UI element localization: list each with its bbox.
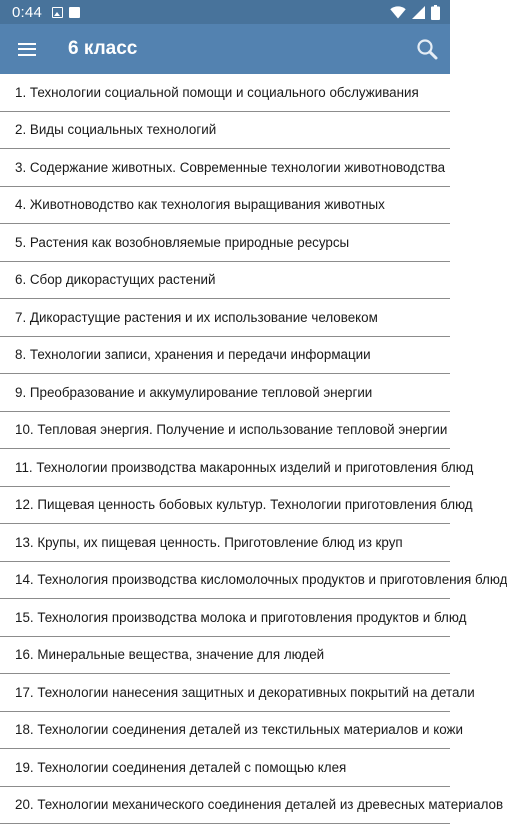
list-item[interactable] [0, 74, 450, 112]
list-item-label: 19. Технологии соединения деталей с помощью клея [15, 760, 436, 775]
list-item-label: 17. Технологии нанесения защитных и декоративных покрытий на детали [15, 685, 436, 700]
list-item[interactable] [0, 449, 450, 487]
list-item-label: 10. Тепловая энергия. Получение и использование тепловой энергии [15, 422, 436, 437]
list-item-label: 12. Пищевая ценность бобовых культур. Технологии приготовления блюд [15, 497, 436, 512]
list-item[interactable] [0, 299, 450, 337]
status-bar [0, 0, 450, 24]
list-item[interactable] [0, 487, 450, 525]
list-item-label: 5. Растения как возобновляемые природные ресурсы [15, 235, 436, 250]
list-item-label: 6. Сбор дикорастущих растений [15, 272, 436, 287]
list-item-label: 7. Дикорастущие растения и их использование человеком [15, 310, 436, 325]
list-item-label: 9. Преобразование и аккумулирование тепловой энергии [15, 385, 436, 400]
list-item-label: 20. Технологии механического соединения деталей из древесных материалов [15, 797, 436, 812]
list-item[interactable] [0, 599, 450, 637]
system-icons [390, 5, 440, 20]
list-item[interactable] [0, 262, 450, 300]
list-item[interactable] [0, 149, 450, 187]
list-item[interactable] [0, 374, 450, 412]
list-item-label: 1. Технологии социальной помощи и социального обслуживания [15, 85, 436, 100]
list-item-label: 13. Крупы, их пищевая ценность. Приготовление блюд из круп [15, 535, 436, 550]
image-icon [52, 7, 63, 18]
list-item-label: 11. Технологии производства макаронных изделий и приготовления блюд [15, 460, 436, 475]
a-icon [69, 7, 80, 18]
list-item-label: 4. Животноводство как технология выращивания животных [15, 197, 436, 212]
list-item-label: 15. Технология производства молока и приготовления продуктов и блюд [15, 610, 436, 625]
list-item[interactable] [0, 787, 450, 824]
search-icon [416, 38, 438, 60]
list-item-label: 18. Технологии соединения деталей из текстильных материалов и кожи [15, 722, 436, 737]
list-item-label: 3. Содержание животных. Современные технологии животноводства [15, 160, 436, 175]
list-item[interactable] [0, 524, 450, 562]
list-item-label: 8. Технологии записи, хранения и передачи информации [15, 347, 436, 362]
list-item[interactable] [0, 112, 450, 150]
wifi-icon [390, 6, 406, 19]
list-item[interactable] [0, 712, 450, 750]
list-item-label: 14. Технология производства кисломолочных продуктов и приготовления блюд [15, 572, 436, 587]
list-item[interactable] [0, 187, 450, 225]
list-item[interactable] [0, 674, 450, 712]
app-bar [0, 24, 450, 74]
list-item[interactable] [0, 749, 450, 787]
list-item[interactable] [0, 224, 450, 262]
search-button[interactable] [404, 24, 450, 74]
hamburger-menu-icon [18, 43, 36, 56]
list-item[interactable] [0, 412, 450, 450]
status-time: 0:44 [12, 4, 42, 21]
signal-icon [412, 6, 425, 19]
list-item[interactable] [0, 562, 450, 600]
notification-icons [52, 7, 80, 18]
page-title: 6 класс [68, 38, 137, 60]
list-item-label: 16. Минеральные вещества, значение для людей [15, 647, 436, 662]
menu-button[interactable] [0, 24, 54, 74]
list-item[interactable] [0, 637, 450, 675]
list-item[interactable] [0, 337, 450, 375]
topics-list [0, 74, 450, 800]
battery-icon [431, 5, 440, 20]
list-item-label: 2. Виды социальных технологий [15, 122, 436, 137]
